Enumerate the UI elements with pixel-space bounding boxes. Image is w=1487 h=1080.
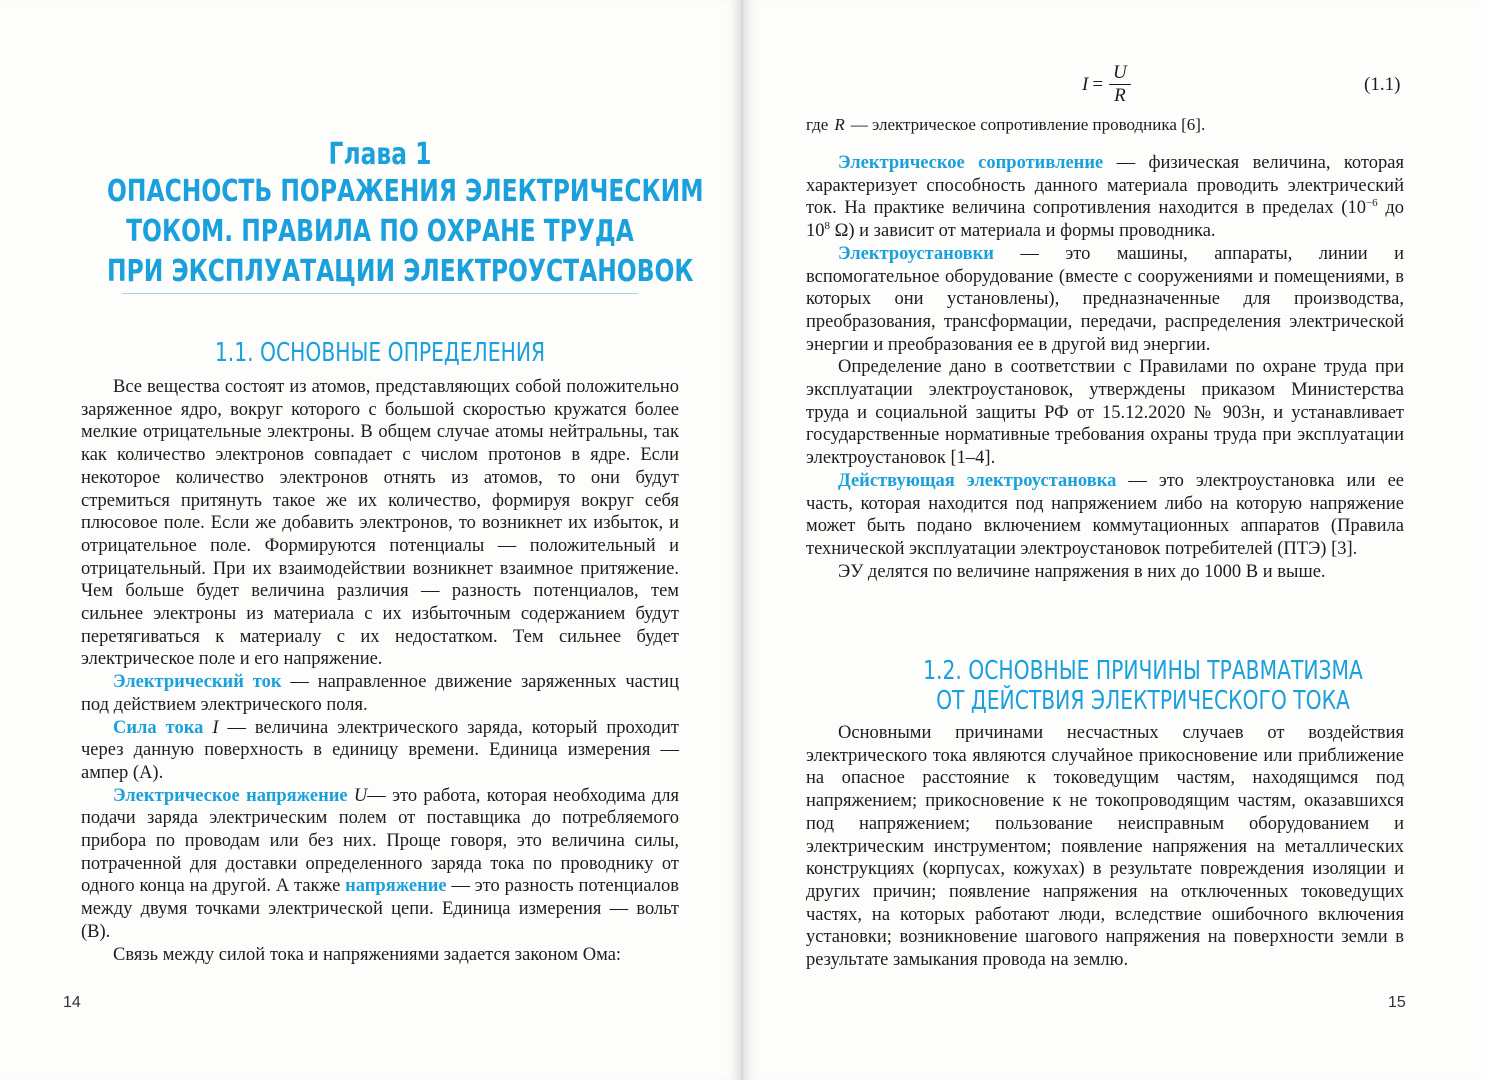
term-electric-current: Электрический ток (113, 672, 282, 693)
variable-i: I (212, 717, 219, 738)
right-body-text (806, 152, 1404, 583)
formula-denominator: R (1114, 85, 1126, 106)
term-current-strength: Сила тока (113, 717, 204, 738)
section-heading-1-2 (909, 656, 1377, 716)
paragraph-strength (81, 717, 679, 785)
formula-numerator: U (1109, 62, 1131, 85)
resistance-text-1: — физическая величина, которая характеризует способность данного материала проводить электрический ток. На практике величина сопротивления находится в пределах (10 (806, 153, 1404, 219)
resistance-exponent-2: 8 (824, 219, 830, 232)
section-heading-line: 1.2. ОСНОВНЫЕ ПРИЧИНЫ ТРАВМАТИЗМА (923, 656, 1363, 686)
causes-body-text (806, 722, 1404, 972)
formula-explanation (806, 114, 1205, 136)
active-definition: — это электроустановка или ее часть, которая находится под напряжением либо на которую напряжение может быть подано включением коммутационных аппаратов (Правила технической эксплуатации электроустановок потребителей (ПТЭ) [3]. (806, 470, 1404, 559)
paragraph-definition-source: Определение дано в соответствии с Правилами по охране труда при эксплуатации электроустановок, утверждены приказом Министерства труда и социальной защиты РФ от 15.12.2020 № 903н, и устанавливает государственные нормативные требования охраны труда при эксплуатации электроустановок [1–4]. (806, 357, 1404, 469)
paragraph-active-installation (806, 470, 1404, 561)
page-number-left: 14 (63, 994, 81, 1011)
left-body-text (81, 376, 679, 966)
term-voltage: напряжение (345, 876, 447, 897)
paragraph-ohm-intro: Связь между силой тока и напряжениями задается законом Ома: (113, 944, 622, 965)
chapter-title-line: ТОКОМ. ПРАВИЛА ПО ОХРАНЕ ТРУДА (126, 214, 634, 249)
paragraph-voltage (81, 785, 679, 944)
installations-definition: — это машины, аппараты, линии и вспомогательное оборудование (вместе с сооружениями и помещениями, в которых они установлены), предназначенные для производства, преобразования, трансформации, передачи, распределения электрической энергии и преобразования ее в другой вид энергии. (806, 243, 1404, 355)
paragraph-current (81, 671, 679, 716)
book-spine (742, 0, 744, 1080)
page-number-right: 15 (1388, 994, 1406, 1011)
section-heading-1-1: 1.1. ОСНОВНЫЕ ОПРЕДЕЛЕНИЯ (214, 338, 546, 368)
term-electrical-installations: Электроустановки (838, 243, 994, 264)
chapter-title (107, 172, 704, 292)
chapter-label: Глава 1 (328, 137, 432, 172)
term-electric-resistance: Электрическое сопротивление (838, 153, 1104, 173)
voltage-definition-2: — это разность потенциалов между двумя точками электрической цепи. Единица измерения — вольт (В). (81, 876, 679, 942)
chapter-title-line: ОПАСНОСТЬ ПОРАЖЕНИЯ ЭЛЕКТРИЧЕСКИМ (107, 174, 704, 209)
where-text: — электрическое сопротивление проводника [6]. (850, 115, 1206, 134)
paragraph-atoms: Все вещества состоят из атомов, представляющих собой положительно заряженное ядро, вокруг которого с большой скоростью кружатся более мелкие отрицательные электроны. В общем случае атомы нейтральны, так как количество электронов совпадает с числом протонов в ядре. Если некоторое количество электронов отнять из атомов, то они будут стремиться притянуть такое же их количество, формируя вокруг себя плюсовое поле. Если же добавить электронов, то возникнет их избыток, и отрицательное поле. Формируются потенциалы — положительный и отрицательный. При их взаимодействии возникнет взаимное притяжение. Чем больше будет величина различия — разность потенциалов, тем сильнее электроны из материала с их избыточным содержанием будут перетягиваться к материалу с их недостатком. Тем сильнее будет электрическое поле и его напряжение. (81, 377, 679, 670)
resistance-exponent-1: −6 (1365, 197, 1378, 210)
term-active-installation: Действующая электроустановка (838, 470, 1117, 491)
resistance-text-3: Ω) и зависит от материала и формы проводника. (830, 221, 1216, 242)
paragraph-causes: Основными причинами несчастных случаев от воздействия электрического тока являются случайное прикосновение или приближение на опасное расстояние к токоведущим частям, находящимся под напряжением; прикосновение к не токопроводящим частям, оказавшихся под напряжением; пользование неисправным оборудованием и электрическим инструментом; появление напряжения на металлических конструкциях (корпусах, кожухах) в результате повреждения изоляции и других причин; появление напряжения на отключенных токоведущих частях, на которых работают люди, вследствие ошибочного включения установки; возникновение шагового напряжения на поверхности земли в результате замыкания провода на землю. (806, 723, 1404, 971)
paragraph-resistance (806, 152, 1404, 243)
formula-fraction (1109, 62, 1131, 107)
variable-u: U (353, 785, 368, 806)
paragraph-eu: ЭУ делятся по величине напряжения в них до 1000 В и выше. (838, 561, 1326, 582)
formula-equals: = (1092, 73, 1104, 95)
resistance-text-2: до 10 (806, 198, 1404, 242)
paragraph-installations (806, 243, 1404, 357)
formula-lhs: I (1082, 73, 1089, 95)
term-electric-voltage: Электрическое напряжение (113, 785, 348, 806)
chapter-title-line: ПРИ ЭКСПЛУАТАЦИИ ЭЛЕКТРОУСТАНОВОК (107, 254, 694, 289)
chapter-divider (122, 293, 638, 294)
strength-definition: — величина электрического заряда, который проходит через данную поверхность в единицу времени. Единица измерения — ампер (А). (81, 717, 680, 783)
current-definition: — направленное движение заряженных частиц под действием электрического поля. (81, 672, 679, 715)
formula-number: (1.1) (1364, 74, 1401, 95)
where-prefix: где (806, 115, 829, 134)
voltage-definition: — это работа, которая необходима для подачи заряда электрическим полем от поставщика до потребляемого прибора по проводам или без них. Проще говоря, это величина силы, потраченной для доставки определенного заряда тока по проводнику от одного конца на другой. А также (81, 785, 680, 897)
variable-r: R (834, 115, 845, 134)
section-heading-line: ОТ ДЕЙСТВИЯ ЭЛЕКТРИЧЕСКОГО ТОКА (936, 686, 1350, 716)
ohm-formula (1082, 62, 1131, 107)
